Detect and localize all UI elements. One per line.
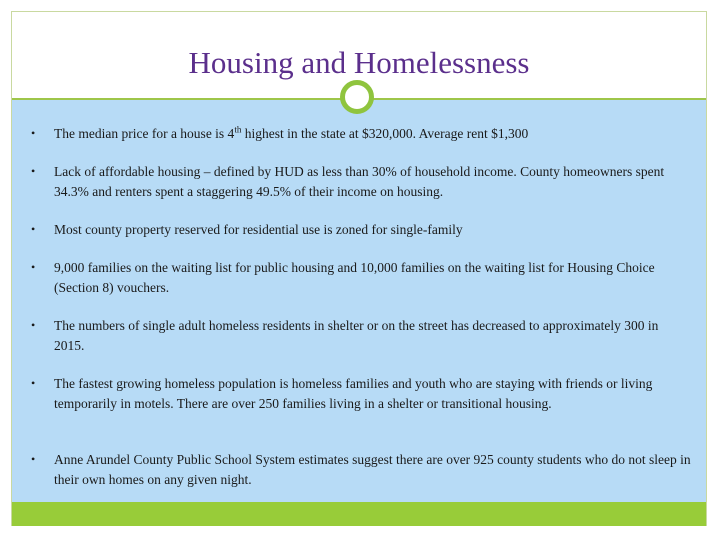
bullet-text-pre: The median price for a house is 4 bbox=[54, 126, 235, 141]
bullet-text bbox=[54, 124, 692, 144]
bullet-dot: • bbox=[31, 126, 36, 140]
bullet-dot: • bbox=[31, 452, 36, 466]
content-panel bbox=[12, 100, 706, 502]
bullet-dot: • bbox=[31, 318, 36, 332]
bullet-text: Anne Arundel County Public School System estimates suggest there are over 925 county students who do not sleep in their own homes on any given night. bbox=[54, 452, 691, 487]
slide-title: Housing and Homelessness bbox=[188, 45, 530, 80]
bullet-text-sup: th bbox=[234, 124, 242, 135]
bullet-dot: • bbox=[31, 376, 36, 390]
bullet-text: The fastest growing homeless population is homeless families and youth who are staying with friends or living temporarily in motels. There are over 250 families living in a shelter or transitional housing. bbox=[54, 376, 653, 411]
footer-bar bbox=[12, 502, 706, 526]
bullet-text: The numbers of single adult homeless residents in shelter or on the street has decreased to approximately 300 in 2015. bbox=[54, 318, 659, 353]
bullet-dot: • bbox=[31, 222, 36, 236]
bullet-dot: • bbox=[31, 164, 36, 178]
bullet-text-post: highest in the state at $320,000. Average rent $1,300 bbox=[241, 126, 529, 141]
bullet-text: Most county property reserved for residential use is zoned for single-family bbox=[54, 222, 463, 237]
ring-ornament-icon bbox=[340, 80, 374, 114]
bullet-text: 9,000 families on the waiting list for public housing and 10,000 families on the waiting list for Housing Choice (Section 8) vouchers. bbox=[54, 260, 655, 295]
bullet-dot: • bbox=[31, 260, 36, 274]
bullet-text: Lack of affordable housing – defined by HUD as less than 30% of household income. County homeowners spent 34.3% and renters spent a staggering 49.5% of their income on housing. bbox=[54, 164, 665, 199]
